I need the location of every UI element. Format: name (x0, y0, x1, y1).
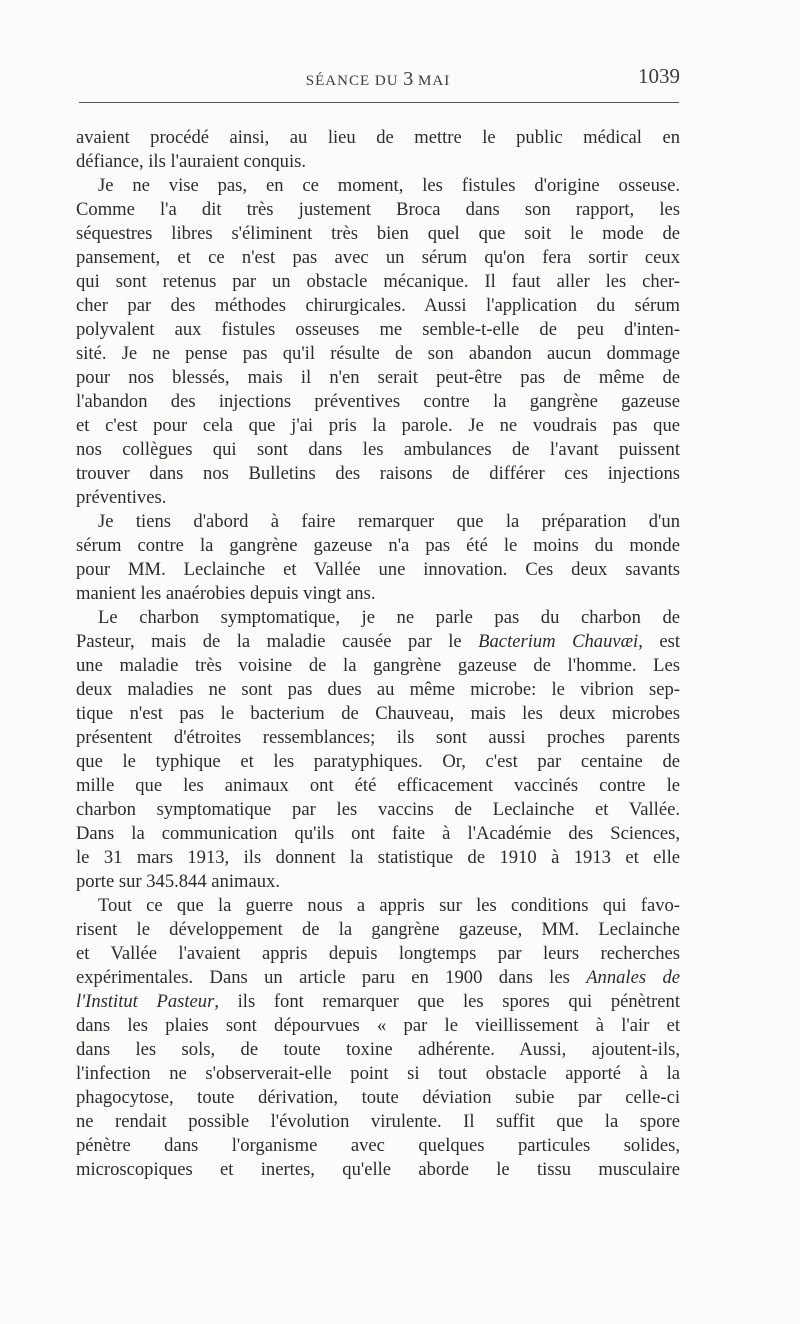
text-line: l'abandon des injections préventives contre la gangrène gazeuse (76, 391, 680, 412)
text-line: cher par des méthodes chirurgicales. Aussi l'application du sérum (76, 295, 680, 316)
text-line: présentent d'étroites ressemblances; ils sont aussi proches parents (76, 727, 680, 748)
text-segment: , ils font remarquer que les spores qui pénètrent (214, 991, 680, 1012)
text-line: Je ne vise pas, en ce moment, les fistules d'origine osseuse. (98, 175, 680, 196)
text-line: Je tiens d'abord à faire remarquer que la préparation d'un (98, 511, 680, 532)
text-line: qui sont retenus par un obstacle mécanique. Il faut aller les cher- (76, 271, 680, 292)
text-line: nos collègues qui sont dans les ambulances de l'avant puissent (76, 439, 680, 460)
text-line: avaient procédé ainsi, au lieu de mettre le public médical en (76, 127, 680, 148)
text-line: sérum contre la gangrène gazeuse n'a pas été le moins du monde (76, 535, 680, 556)
text-line: Dans la communication qu'ils ont faite à l'Académie des Sciences, (76, 823, 680, 844)
text-line: que le typhique et les paratyphiques. Or, c'est par centaine de (76, 751, 680, 772)
text-line: une maladie très voisine de la gangrène gazeuse de l'homme. Les (76, 655, 680, 676)
text-line: Tout ce que la guerre nous a appris sur les conditions qui favo- (98, 895, 680, 916)
text-line: le 31 mars 1913, ils donnent la statistique de 1910 à 1913 et elle (76, 847, 680, 868)
text-segment: , est (638, 631, 680, 652)
text-line (76, 966, 680, 990)
text-line: séquestres libres s'éliminent très bien quel que soit le mode de (76, 223, 680, 244)
running-title (76, 68, 680, 91)
text-line: deux maladies ne sont pas dues au même microbe: le vibrion sep- (76, 679, 680, 700)
text-line: trouver dans nos Bulletins des raisons de différer ces injections (76, 463, 680, 484)
text-line: polyvalent aux fistules osseuses me semble-t-elle de peu d'inten- (76, 319, 680, 340)
document-page (76, 62, 680, 1180)
text-line: microscopiques et inertes, qu'elle aborde le tissu musculaire (76, 1159, 680, 1180)
text-line: porte sur 345.844 animaux. (76, 871, 280, 892)
text-line: sité. Je ne pense pas qu'il résulte de son abandon aucun dommage (76, 343, 680, 364)
text-segment: Pasteur, mais de la maladie causée par le (76, 631, 479, 652)
text-line: pénètre dans l'organisme avec quelques particules solides, (76, 1135, 680, 1156)
italic-journal-title: l'Institut Pasteur (76, 991, 215, 1012)
text-line: préventives. (76, 487, 167, 508)
header-rule (79, 102, 679, 103)
text-line: et Vallée l'avaient appris depuis longtemps par leurs recherches (76, 943, 680, 964)
page-number: 1039 (638, 64, 680, 88)
text-line (76, 630, 680, 654)
text-line: mille que les animaux ont été efficacement vaccinés contre le (76, 775, 680, 796)
running-header (76, 62, 680, 90)
text-line: pansement, et ce n'est pas avec un sérum qu'on fera sortir ceux (76, 247, 680, 268)
text-line (76, 990, 680, 1014)
running-title-suffix: MAI (413, 73, 451, 89)
text-line: dans les plaies sont dépourvues « par le vieillissement à l'air et (76, 1015, 680, 1036)
text-line: l'infection ne s'observerait-elle point si tout obstacle apporté à la (76, 1063, 680, 1084)
text-line: risent le développement de la gangrène gazeuse, MM. Leclainche (76, 919, 680, 940)
text-line: pour MM. Leclainche et Vallée une innovation. Ces deux savants (76, 559, 680, 580)
text-line: dans les sols, de toute toxine adhérente. Aussi, ajoutent-ils, (76, 1039, 680, 1060)
italic-term: Bacterium Chauvæi (478, 631, 639, 652)
body-text (76, 126, 680, 1182)
text-line: tique n'est pas le bacterium de Chauveau, mais les deux microbes (76, 703, 680, 724)
text-line: ne rendait possible l'évolution virulente. Il suffit que la spore (76, 1111, 680, 1132)
text-line: manient les anaérobies depuis vingt ans. (76, 583, 376, 604)
text-line: pour nos blessés, mais il n'en serait peut-être pas de même de (76, 367, 680, 388)
text-line: charbon symptomatique par les vaccins de Leclainche et Vallée. (76, 799, 680, 820)
text-segment: expérimentales. Dans un article paru en 1900 dans les (76, 967, 587, 988)
text-line: Le charbon symptomatique, je ne parle pas du charbon de (98, 607, 680, 628)
italic-journal-title: Annales de (586, 967, 680, 988)
running-title-prefix: SÉANCE DU (305, 73, 404, 89)
text-line: et c'est pour cela que j'ai pris la parole. Je ne voudrais pas que (76, 415, 680, 436)
text-line: défiance, ils l'auraient conquis. (76, 151, 307, 172)
text-line: phagocytose, toute dérivation, toute déviation subie par celle-ci (76, 1087, 680, 1108)
text-line: Comme l'a dit très justement Broca dans son rapport, les (76, 199, 680, 220)
running-title-day: 3 (403, 68, 414, 90)
